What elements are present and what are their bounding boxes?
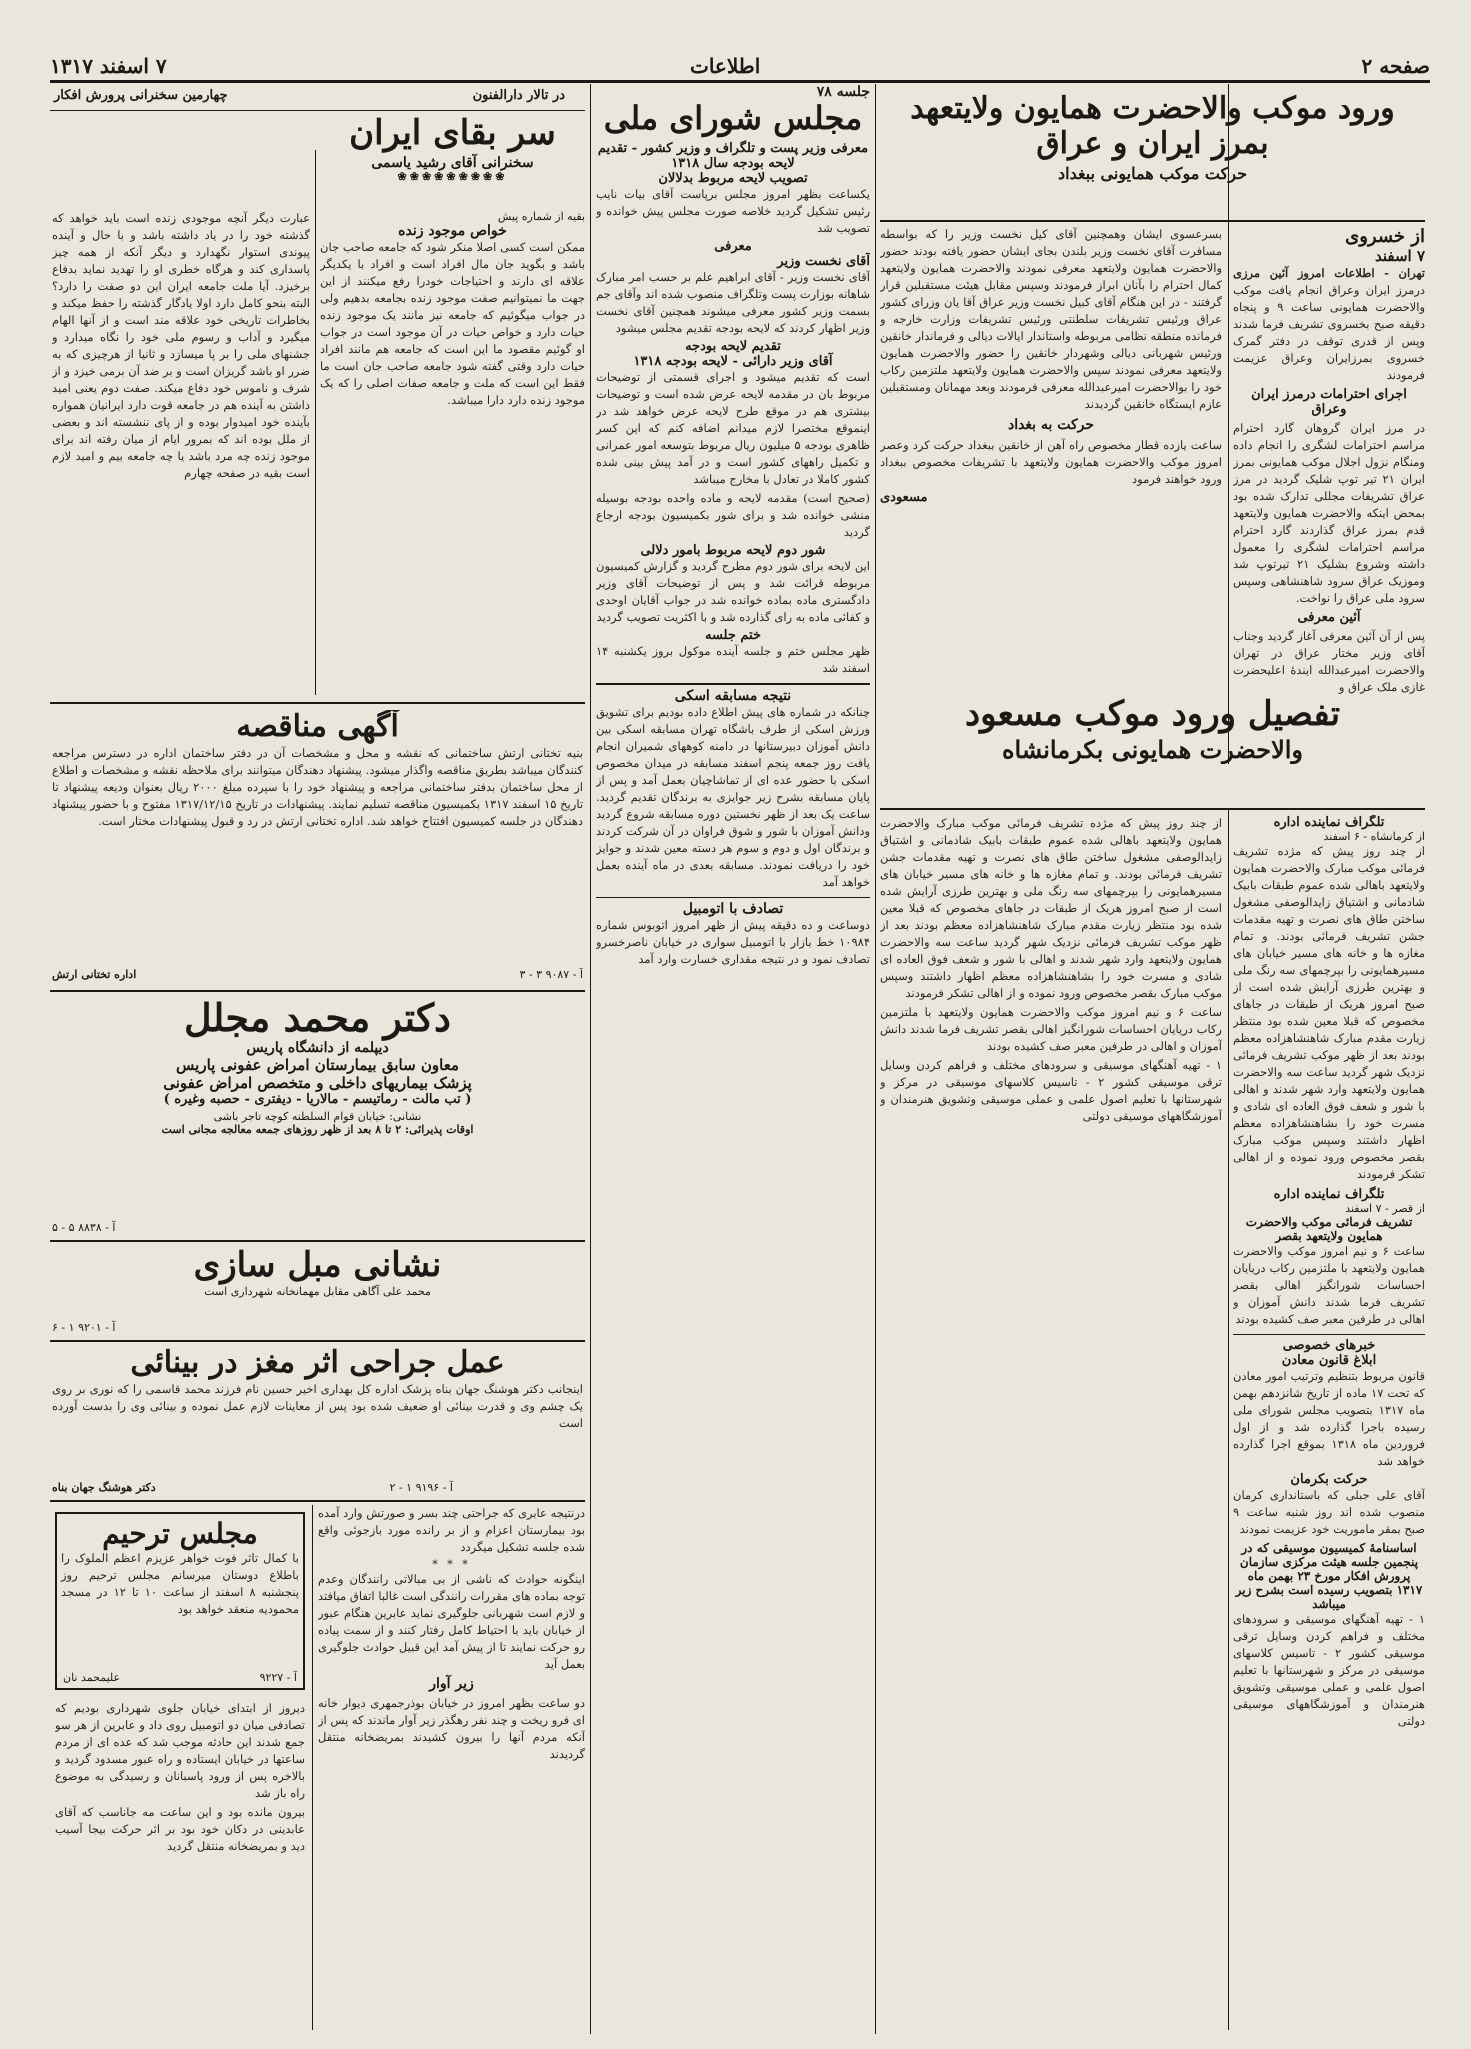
article-street-incident: دیروز از ابتدای خیابان جلوی شهرداری بودیم که تصادفی میان دو اتومبیل روی داد و عابرین از هر سو جمع شدند این حادثه موجب شد که عده ای از مردم ساعتها در خیابان ایستاده و راه عبور مسدود گردید و بالاخره پس از ورود پاسبانان و رسیدگی به موضوع راه باز شد بیرون مانده بود و این ساعت مه جاناسب که آقای عابدینی در دکان خود بود بر اثر حرکت بیجا آسیب دید و بمریضخانه منتقل گردید xyxy=(55,1701,305,1853)
ad-surgery: عمل جراحی اثر مغز در بینائی اینجانب دکتر هوشنگ جهان بناه پزشک اداره کل بهداری اخیر حسین نام فرزند محمد قاسمی را که نوری بر روی یک چشم وی و قدرت بینائی او ضعیف شده بود پس از معاینات لازم عمل نموده و بینائی وی را بدست آورده است دکتر هوشنگ جهان بناه آ - ۹۱۹۶ ۱ - ۲ xyxy=(52,1346,583,1494)
article-rubble: درنتیجه عابری که جراحتی چند بسر و صورتش وارد آمده بود بیمارستان اعزام و از بر رانده مورد بازجوئی واقع شده جلسه تشکیل میگردد * * * اینگونه حوادث که ناشی از بی مبالاتی رانندگان وعدم توجه بماده های مقررات رانندگی است غالبا اتفاق میافتد و لازم است شهربانی جلوگیری نماید عابرین هنگام عبور از خیابان باید با احتیاط کامل رفتار کنند و از سمت پیاده رو حرکت نمایند تا از پیش آمد این قبیل حوادث جلوگیری بعمل آید زیر آوار دو ساعت بظهر امروز در خیابان بوذرجمهری دیوار خانه ای فرو ریخت و چند نفر رهگذر زیر آوار ماندند که پس از آنکه مردم آنها را بیرون کشیدند بمریضخانه منتقل گردیدند xyxy=(318,1506,585,1761)
article-khosravi: از خسروی ۷ اسفند تهران - اطلاعات امروز آئین مرزی درمرز ایران وعراق انجام یافت موکب والاحضرت همایونی ساعت ۹ و پنجاه دقیقه صبح بخسروی تشریف فرما شدند وپس از قدری توقف در دفتر گمرک خسروی بمرزایران وعراق عزیمت فرمودند اجرای احترامات درمرز ایران وعراق در مرز ایران گروهان گارد احترام مراسم احترامات لشگری را انجام داده ومنگام نزول اجلال موکب همایونی بمرز ایران ۲۱ تیر توپ شلیک گردید در مرز عراق تشریفات مجللی تدارک شده بود بمحض اینکه والاحضرت همایون ولایتعهد قدم بمرز عراق گذاردند گارد احترام مراسم احترامات لشگری را معمول داشته وشروع بشلیک ۲۱ تیرتوپ شد وموزیک عراق سرود شاهنشاهی وسپس سرود ملی عراق را نواخت. آئین معرفی پس از آن آئین معرفی آغاز گردید وجناب آقای وزیر مختار عراق در تهران والاحضرت امیرعبدالله ایندهٔ اعلیحضرت غازی ملک عراق و xyxy=(1233,226,1425,694)
lecture-body-right: بقیه از شماره پیش خواص موجود زنده ممکن است کسی اصلا منکر شود که جامعه صاحب جان باشد و بگوید جان مال افراد است و افراد با یکدیگر علاقه ای دارند و احتیاجات خودرا رفع میکنند از این جهت ما نمیتوانیم صفت موجود زنده بجامعه بدهیم ولی در جواب میگوئیم که جامعه نیز مانند یک موجود زنده حیات دارد و خواص حیات در آن موجود است در جواب او گوئیم مقصود ما این است که جامعه هم مانند افراد حیات دارد وقتی گفته شود جامعه صاحب جان است ما فقط این است که ملت و جامعه صفات اصلی را که یک موجود زنده دارد دارا میباشد. xyxy=(320,210,585,407)
ad-furniture: نشانی مبل سازی محمد علی آگاهی مقابل مهمانخانه شهرداری است آ - ۹۲۰۱ ۱ - ۶ xyxy=(52,1246,442,1334)
column-rule xyxy=(590,84,591,2034)
article-majlis: جلسه ۷۸ مجلس شورای ملی معرفی وزیر پست و تلگراف و وزیر کشور - تقدیم لایحه بودجه سال ۱۳۱۸ تصویب لایحه مربوط بدلالان یکساعت بظهر امروز مجلس برپاست آقای بیات نایب رئیس تشکیل گردید خلاصه صورت مجلس پیش خوانده و تصویب شد معرفی آقای نخست وزیر آقای نخست وزیر - آقای ابراهیم علم بر حسب امر مبارک شاهانه بوزارت پست وتلگراف منصوب شده اند وآقای جم بسمت وزیر کشور معرفی میشوند همچنین آقای نخست وزیر اظهار کردند که لایحه بودجه تقدیم مجلس میشود تقدیم لایحه بودجه آقای وزیر دارائی - لایحه بودجه ۱۳۱۸ است که تقدیم میشود و اجرای قسمتی از توضیحات مربوط بان در مقدمه لایحه عرض شده است و توضیحات بیشتری هم در موقع طرح لایحه عرض خواهد شد در اینموقع مختصرا لازم میدانم اضافه کنم که این کسر ظاهری بودجه ۵ میلیون ریال مربوط بتوسعه امور عمرانی و تکمیل راههای کشور است و در آمد پیش بینی شده کشور کاملا در تعادل با مخارج میباشد (صحیح است) مقدمه لایحه و ماده واحده بودجه بوسیله منشی خوانده شد و برای شور بکمیسیون بودجه ارجاع گردید شور دوم لایحه مربوط بامور دلالی این لایحه برای شور دوم مطرح گردید و گزارش کمیسیون مربوطه قرائت شد و پس از توضیحات آقای وزیر دادگستری ماده بماده خوانده شد در جواب آقایان اوحدی و کفائی ماده به رای گذارده شد و با اکثریت تصویب گردید ختم جلسه ظهر مجلس ختم و جلسه آینده موکول بروز یکشنبه ۱۴ اسفند شد نتیجه مسابقه اسکی چنانکه در شماره های پیش اطلاع داده بودیم برای تشویق ورزش اسکی از طرف باشگاه تهران مسابقه اسکی بین دانش آموزان دبیرستانها در دامنه کوههای شمیران انجام یافت روز جمعه پنجم اسفند مسابقه در میدان مخصوص اسکی با حضور عده ای از تماشاچیان بعمل آمد و پس از پایان مسابقه بشرح زیر جوایزی به برندگان تقدیم گردید. ساعت یک بعد از ظهر نخستین دوره مسابقه شروع گردید ودانش آموزان با شور و شوق فراوان در آن شرکت کردند و برندگان اول و دوم و سوم هر دسته معین شدند و جوایز خود را دریافت نمودند. مسابقه بعدی در ماه آینده بعمل خواهد آمد تصادف با اتومبیل دوساعت و ده دقیقه پیش از ظهر امروز اتوبوس شماره ۱۰۹۸۴ خط بازار با اتومبیل سواری در خیابان ناصرخسرو تصادف نمود و در نتیجه مقداری خسارت وارد آمد xyxy=(596,84,870,966)
headline-kermanshah: تفصیل ورود موکب مسعود والاحضرت همایونی بکرمانشاه xyxy=(964,695,1341,764)
ad-memorial: مجلس ترحیم با کمال تاثر فوت خواهر عزیزم اعظم الملوک را باطلاع دوستان میرسانم مجلس ترحیم روز پنجشنبه ۸ اسفند از ساعت ۱۰ تا ۱۲ در مسجد محمودیه منعقد خواهد بود آ - ۹۲۲۷ علیمحمد نان xyxy=(55,1512,305,1690)
divider xyxy=(880,808,1425,810)
article-kermanshah-continued: از چند روز پیش که مژده تشریف فرمائی موکب مبارک والاحضرت همایون ولایتعهد باهالی شده عموم طبقات بابیک شادمانی و اشتیاق زایدالوصفی مشغول ساختن طاق های نصرت و تهیه مقدمات جشن تشریف فرمائی بودند. و تمام مغازه ها و خانه های مسیر خیابان های مسیرهمایونی را بپرچمهای سه رنگ ملی و بهترین طرزی آرایش شده است از صبح امروز هریک از طبقات در جاهای مخصوص که قبلا معین شده بود منتظر زیارت مقدم مبارک شاهنشاهزاده معظم بودند بعد از ظهر موکب تشریف فرمائی نزدیک شهر گردید ساعت سه والاحضرت همایون ولایتعهد وارد شهر شدند و اهالی با شور و شعف فوق العاده ای شادی و مسرت خود را بشاهنشاهزاده معظم اظهار داشتند وسپس موکب مبارک بقصر مخصوص ورود نموده و از اهالی تشکر فرمودند ساعت ۶ و نیم امروز موکب والاحضرت همایون ولایتعهد با ملتزمین رکاب دریایان احساسات شورانگیز اهالی بقصر تشریف فرما شدند دانش آموزان و اهالی در طرفین معبر صف کشیده بودند ۱ - تهیه آهنگهای موسیقی و سرودهای مختلف و فراهم کردن وسایل ترقی موسیقی کشور ۲ - تاسیس کلاسهای موسیقی در مرکز و شهرستانها با تعلیم اصول علمی و عملی موسیقی وتشویق هنرمندان و آموزشگاههای موسیقی دولتی xyxy=(880,816,1222,1123)
divider xyxy=(50,1240,585,1242)
column-rule xyxy=(312,1505,313,2030)
lecture-body-left: عبارت دیگر آنچه موجودی زنده است باید خواهد که گذشته خود را در یاد داشته باشد و با حال و آینده پیوندی استوار نگهدارد و دیگر آنکه از همه چیز پاسداری کند و هرگاه خطری او را تهدید نماید بدفاع برخیزد. آیا ملت جامعه ایران این دو صفت را دارد؟ البته بنحو کامل دارد اولا یادگار گذشته را حفظ میکند و بخاطرات تاریخی خود علاقه مند است و از آنها الهام میگیرد و آداب و رسوم ملی خود را نگاه میدارد و جشنهای ملی را بر پا میسازد و ثانیا از هرچیزی که به ضرر او باشد گریزان است و بر ضد آن برمی خیزد و از شرف و ناموس خود دفاع میکند. صفت دوم یعنی امید داشتن به آینده هم در جامعه قوت دارد ایرانیان همواره بآینده خود امیدوار بوده و از پای ننشسته اند و بعضی از ملل بوده اند که بمرور ایام از میان رفته اند برای موجود زنده چه مرد باشد یا چه جامعه بیم و امید لازم است بقیه در صفحه چهارم xyxy=(52,211,310,480)
divider xyxy=(50,1340,585,1342)
page-header xyxy=(50,52,1430,83)
masthead: اطلاعات xyxy=(690,54,761,78)
page-number: صفحه ۲ xyxy=(1361,54,1430,78)
column-rule xyxy=(315,150,316,695)
article-telegraphs: تلگراف نماینده اداره از کرمانشاه - ۶ اسفند از چند روز پیش که مژده تشریف فرمائی موکب مبارک والاحضرت همایون ولایتعهد باهالی شده عموم طبقات بابیک شادمانی و اشتیاق زایدالوصفی مشغول ساختن طاق های نصرت و تهیه مقدمات جشن تشریف فرمائی بودند. و تمام مغازه ها و خانه های مسیر خیابان های مسیرهمایونی را بپرچمهای سه رنگ ملی و بهترین طرزی آرایش شده است از صبح امروز هریک از طبقات در جاهای مخصوص که قبلا معین شده بود منتظر زیارت مقدم مبارک شاهنشاهزاده معظم بودند بعد از ظهر موکب تشریف فرمائی نزدیک شهر گردید ساعت سه والاحضرت همایون ولایتعهد وارد شهر شدند و اهالی با شور و شعف فوق العاده ای شادی و مسرت خود را بشاهنشاهزاده معظم اظهار داشتند وسپس موکب مبارک بقصر مخصوص ورود نموده و از اهالی تشکر فرمودند تلگراف نماینده اداره از قصر - ۷ اسفند تشریف فرمائی موکب والاحضرت همایون ولایتعهد بقصر ساعت ۶ و نیم امروز موکب والاحضرت همایون ولایتعهد با ملتزمین رکاب دریایان احساسات شورانگیز اهالی بقصر تشریف فرما شدند دانش آموزان و اهالی در طرفین معبر صف کشیده بودند خبرهای خصوصی ابلاغ قانون معادن قانون مربوط بتنظیم وترتیب امور معادن که تحت ۱۷ ماده از تاریخ شانزدهم بهمن ماه ۱۳۱۷ بتصویب مجلس شورای ملی رسیده باجرا گذارده شد و از اول فروردین ماه ۱۳۱۸ بموقع اجرا گذارده خواهد شد حرکت بکرمان آقای علی جبلی که باستانداری کرمان منصوب شده اند روز شنبه ساعت ۹ صبح بمقر ماموریت خود عزیمت نمودند اساسنامهٔ کمیسیون موسیقی که در پنجمین جلسه هیئت مرکزی سازمان پرورش افکار مورخ ۲۳ بهمن ماه ۱۳۱۷ بتصویب رسیده است بشرح زیر میباشد ۱ - تهیه آهنگهای موسیقی و سرودهای مختلف و فراهم کردن وسایل ترقی موسیقی کشور ۲ - تاسیس کلاسهای موسیقی در مرکز و شهرستانها با تعلیم اصول علمی و عملی موسیقی وتشویق هنرمندان و آموزشگاههای موسیقی دولتی xyxy=(1233,815,1425,1728)
divider xyxy=(50,702,585,704)
issue-date: ۷ اسفند ۱۳۱۷ xyxy=(50,54,167,78)
column-rule xyxy=(875,84,876,2034)
headline-crown-prince: ورود موکب والاحضرت همایون ولایتعهد بمرز ایران و عراق حرکت موکب همایونی ببغداد xyxy=(910,92,1395,183)
divider xyxy=(50,990,585,992)
column-rule xyxy=(1228,810,1229,2030)
lecture-labels: در تالار دارالفنون چهارمین سخنرانی پرورش افکار xyxy=(50,86,585,111)
article-khanaqin: بسرعسوی ایشان وهمچنین آقای کیل نخست وزیر را که بواسطه مسافرت آقای نخست وزیر بلندن بجای ایشان حضور یافته بودند حضور والاحضرت همایون ولایتعهد معرفی نمودند والاحضرت همایون ولایتعهد کمال احترام را بآنان ابراز فرمودند وسپس مقابل هیئت مستقبلین قرار گرفتند - در این هنگام آقای کبیل نخست وزیر عراق آقا یان وزرای کشور عراق ورئیس تشریفات سلطنتی ورئیس تشریفات وزارت خارجه و فرمانده منطقه نظامی مربوطه واستاندار ایالات دیالی و فرماندار خانقین ورئیس شهربانی دیالی وشهردار خانقین را حضور والاحضرت همایون ولایتعهد معرفی نمودند سپس والاحضرت همایون ولایتعهد ملتزمین رکاب خود را بوالاحضرت امیرعبدالله معرفی فرمودند وبعد مهمانان ومستقبلین عازم ایستگاه خانقین گردیدند حرکت به بغداد ساعت یازده قطار مخصوص راه آهن از خانقین ببغداد حرکت کرد وعصر امروز موکب والاحضرت همایون ولایتعهد با تشریفات مخصوص ببغداد ورود خواهند فرمود مسعودی xyxy=(880,227,1222,505)
column-rule xyxy=(1228,84,1229,764)
ad-tender: آگهی مناقصه بنیه تختانی ارتش ساختمانی که نقشه و محل و مشخصات آن در دفتر ساختمان اداره در دسترس مراجعه کنندگان میباشد بطریق مناقصه واگذار میشود. پیشنهاد دهندگان میتوانند برای ملاحظه نقشه و مشخصات و اطلاع از محل ساختمان بدفتر ساختمانی مراجعه و پیشنهاد خود را با سپرده مبلغ ۲۰۰۰ ریال بعنوان ودیعه پیشنهاد تا تاریخ ۱۵ اسفند ۱۳۱۷ بکمیسیون مناقصه تسلیم نمایند. پیشنهادات در تاریخ ۱۳۱۷/۱۲/۱۵ مفتوح و با حضور پیشنهاد دهندگان در جلسه کمیسیون افتتاح خواهد شد. اداره تختانی ارتش در رد و قبول پیشنهادات مختار است. اداره تختانی ارتش آ - ۹۰۸۷ ۳ - ۳ xyxy=(52,710,583,981)
divider xyxy=(50,1500,585,1502)
divider xyxy=(880,220,1425,222)
ad-doctor: دکتر محمد مجلل دیپلمه از دانشگاه پاریس معاون سابق بیمارستان امراض عفونی پاریس پزشک بیماریهای داخلی و متخصص امراض عفونی ( تب مالت - رماتیسم - مالاریا - دیفتری - حصبه وغیره ) نشانی: خیابان قوام السلطنه کوچه تاجر باشی اوقات پذیرائی: ۲ تا ۸ بعد از ظهر روزهای جمعه معالجه مجانی است آ - ۸۸۳۸ ۵ - ۵ xyxy=(52,996,474,1234)
lecture-headline: سر بقای ایران سخنرانی آقای رشید یاسمی ❀❀❀❀❀❀❀❀❀ xyxy=(349,114,556,184)
